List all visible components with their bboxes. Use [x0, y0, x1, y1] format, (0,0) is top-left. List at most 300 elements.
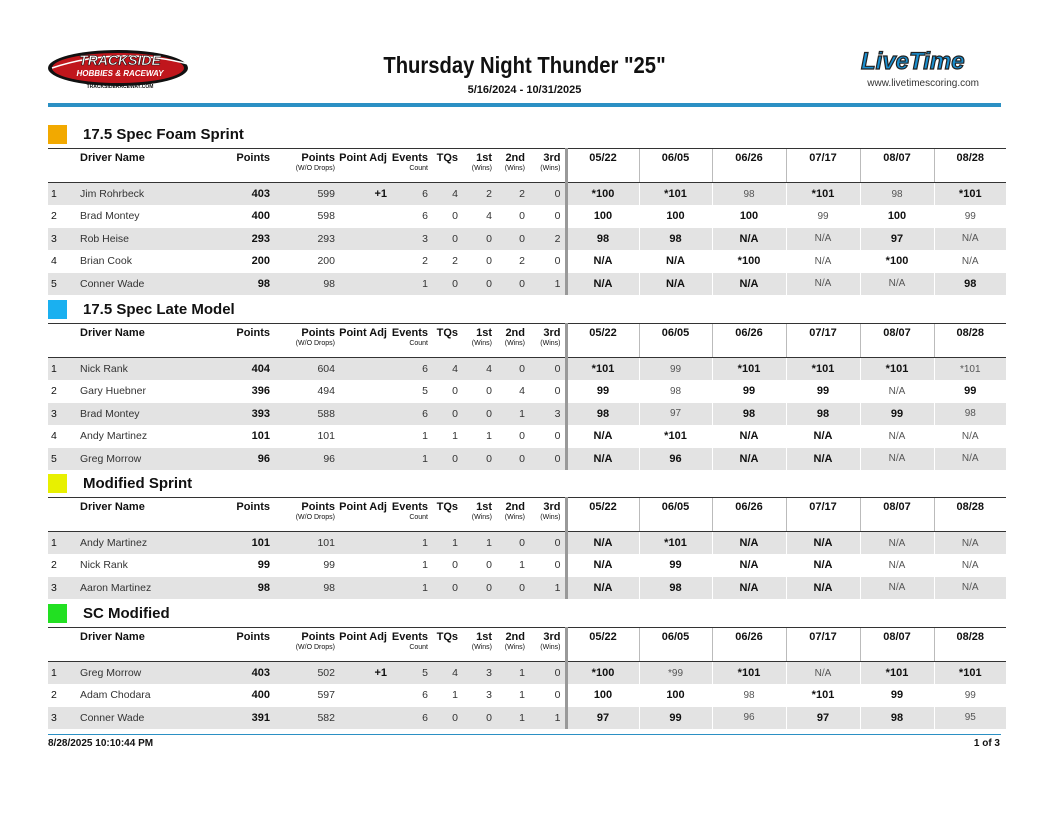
position-cell: 2: [51, 385, 57, 398]
events-cell: 1: [422, 430, 428, 443]
race-result-cell: N/A: [786, 577, 860, 600]
events-header-label: Events: [391, 327, 428, 339]
driver-row: [48, 380, 1006, 403]
standings-table: [48, 497, 1006, 599]
driver-row: [48, 250, 1006, 273]
race-result-cell: *101: [786, 183, 860, 206]
race-date-header: 06/26: [712, 498, 786, 532]
position-cell: 3: [48, 577, 80, 600]
driver-name-cell: Greg Morrow: [80, 448, 222, 471]
race-result-cell: N/A: [786, 448, 860, 471]
points-cell: 404: [222, 358, 274, 381]
points-cell: 391: [222, 707, 274, 730]
events-cell: 1: [422, 559, 428, 572]
first-wins-cell: 1: [462, 532, 496, 555]
race-result-cell: 98: [860, 707, 934, 730]
points-wo-drops-cell: 494: [317, 385, 335, 398]
race-result-cell: N/A: [934, 577, 1006, 600]
driver-name-header-label: Driver Name: [80, 631, 145, 643]
second-wins-cell: 2: [519, 255, 525, 268]
first-header: [462, 628, 496, 662]
points-cell: 393: [222, 403, 274, 426]
race-date-header: 06/26: [712, 628, 786, 662]
race-result-cell: 99: [639, 554, 712, 577]
points-cell: 403: [222, 662, 274, 685]
point-adj-cell: +1: [339, 183, 391, 206]
tqs-cell: 1: [452, 430, 458, 443]
driver-name-cell: Brad Montey: [80, 210, 140, 223]
race-result-cell: N/A: [639, 250, 712, 273]
point-adj-header: [339, 149, 391, 183]
race-result-cell: 98: [712, 183, 786, 206]
race-result-cell: N/A: [934, 554, 1006, 577]
driver-row: [48, 228, 1006, 251]
page-number: 1 of 3: [973, 738, 1000, 749]
first-header-label: 1st: [476, 631, 492, 643]
events-header-sub: Count: [409, 514, 428, 521]
events-header: [391, 498, 432, 532]
tqs-cell: 0: [432, 448, 462, 471]
race-result-cell: N/A: [786, 532, 860, 555]
race-result-cell: 98: [639, 380, 712, 403]
second-wins-cell: 1: [496, 707, 529, 730]
third-wins-cell: 0: [529, 662, 566, 685]
race-result-cell: 98: [566, 228, 639, 251]
race-result-cell: N/A: [712, 425, 786, 448]
point-adj-cell: [339, 380, 391, 403]
first-wins-cell: 4: [462, 358, 496, 381]
race-result-cell: *101: [786, 358, 860, 381]
race-result-cell: N/A: [566, 532, 639, 555]
points-wo-drops-header-label: Points: [301, 631, 335, 643]
race-result-cell: N/A: [712, 448, 786, 471]
point-adj-header: [339, 324, 391, 358]
third-header: [529, 498, 566, 532]
second-wins-cell: 0: [496, 273, 529, 296]
driver-name-cell: Brian Cook: [80, 255, 132, 268]
race-result-cell: *101: [934, 183, 1006, 206]
race-result-cell: N/A: [712, 554, 786, 577]
section-title: [48, 602, 170, 624]
driver-row: [48, 707, 1006, 730]
race-result-cell: 97: [786, 707, 860, 730]
race-result-cell: *101: [712, 358, 786, 381]
category-name: 17.5 Spec Foam Sprint: [83, 125, 244, 143]
points-wo-drops-header-sub: (W/O Drops): [295, 514, 335, 521]
points-header: [222, 149, 274, 183]
driver-name-header: [80, 628, 222, 662]
points-header: [222, 498, 274, 532]
race-date-header: 05/22: [566, 149, 639, 183]
tqs-cell: 0: [432, 707, 462, 730]
first-wins-cell: 0: [486, 559, 492, 572]
first-header: [462, 498, 496, 532]
points-cell: 98: [222, 577, 274, 600]
standings-table: [48, 627, 1006, 729]
first-header-label: 1st: [476, 152, 492, 164]
driver-row: [48, 684, 1006, 707]
driver-name-cell: Gary Huebner: [80, 385, 146, 398]
position-cell: 1: [48, 183, 80, 206]
points-cell: 99: [257, 559, 270, 572]
race-result-cell: 100: [860, 205, 934, 228]
race-result-cell: *101: [786, 684, 860, 707]
race-date-header: 06/26: [712, 324, 786, 358]
point-adj-header-label: Point Adj: [339, 152, 387, 164]
points-wo-drops-header-label: Points: [301, 501, 335, 513]
points-wo-drops-cell: 604: [274, 358, 339, 381]
race-result-cell: N/A: [860, 273, 934, 296]
tqs-cell: 4: [432, 183, 462, 206]
events-header-sub: Count: [409, 340, 428, 347]
points-cell: 400: [251, 210, 270, 223]
second-wins-cell: 0: [496, 228, 529, 251]
race-result-cell: *101: [934, 662, 1006, 685]
point-adj-cell: [339, 425, 391, 448]
race-result-cell: *101: [639, 183, 712, 206]
position-cell: 3: [48, 707, 80, 730]
tqs-cell: 4: [432, 662, 462, 685]
race-result-cell: N/A: [934, 448, 1006, 471]
logo-text-2: HOBBIES & RACEWAY: [76, 69, 164, 78]
race-result-cell: N/A: [934, 425, 1006, 448]
first-wins-cell: 0: [462, 228, 496, 251]
third-wins-cell: 0: [554, 385, 561, 398]
points-header-label: Points: [236, 631, 270, 643]
tqs-header-label: TQs: [436, 631, 458, 643]
driver-name-cell: Adam Chodara: [80, 689, 151, 702]
first-wins-cell: 2: [462, 183, 496, 206]
header-row: [48, 628, 1006, 662]
race-date-header: 06/05: [639, 324, 712, 358]
tqs-cell: 0: [452, 385, 458, 398]
point-adj-cell: [339, 358, 391, 381]
first-header-label: 1st: [476, 501, 492, 513]
points-cell: 101: [251, 430, 270, 443]
driver-row: [48, 273, 1006, 296]
events-header: [391, 628, 432, 662]
category-name: SC Modified: [83, 604, 170, 622]
race-result-cell: N/A: [860, 380, 934, 403]
points-wo-drops-cell: 502: [274, 662, 339, 685]
point-adj-cell: [339, 532, 391, 555]
header-divider: [48, 103, 1001, 107]
points-wo-drops-cell: 101: [274, 532, 339, 555]
race-result-cell: *101: [860, 358, 934, 381]
race-date-header: 05/22: [566, 628, 639, 662]
race-date-header: 06/05: [639, 149, 712, 183]
driver-row: [48, 532, 1006, 555]
second-wins-cell: 0: [519, 430, 525, 443]
position-cell: 5: [48, 273, 80, 296]
points-wo-drops-cell: 293: [274, 228, 339, 251]
events-cell: 1: [391, 532, 432, 555]
section-title: [48, 123, 244, 145]
point-adj-cell: [339, 273, 391, 296]
point-adj-header: [339, 628, 391, 662]
point-adj-cell: [339, 577, 391, 600]
race-date-header: 08/28: [934, 149, 1006, 183]
driver-name-header: [80, 149, 222, 183]
points-wo-drops-header: [274, 628, 339, 662]
points-cell: 98: [222, 273, 274, 296]
race-result-cell: N/A: [860, 532, 934, 555]
category-color-swatch: [48, 125, 67, 144]
race-result-cell: N/A: [712, 577, 786, 600]
third-wins-cell: 0: [529, 532, 566, 555]
first-wins-cell: 3: [462, 662, 496, 685]
points-wo-drops-cell: 98: [274, 577, 339, 600]
events-cell: 1: [391, 577, 432, 600]
position-cell: 1: [48, 532, 80, 555]
race-result-cell: N/A: [860, 554, 934, 577]
race-result-cell: *101: [934, 358, 1006, 381]
livetime-logo: [859, 48, 1001, 74]
race-result-cell: N/A: [860, 448, 934, 471]
second-wins-cell: 0: [496, 448, 529, 471]
race-date-header: 07/17: [786, 324, 860, 358]
second-wins-cell: 1: [496, 403, 529, 426]
tqs-cell: 1: [432, 532, 462, 555]
race-date-header: 06/26: [712, 149, 786, 183]
race-result-cell: 99: [934, 684, 1006, 707]
events-cell: 1: [391, 273, 432, 296]
race-result-cell: *101: [566, 358, 639, 381]
third-header-sub: (Wins): [540, 340, 561, 347]
driver-name-header-label: Driver Name: [80, 152, 145, 164]
race-result-cell: 99: [934, 380, 1006, 403]
second-wins-cell: 1: [519, 689, 525, 702]
race-result-cell: 100: [639, 205, 712, 228]
category-color-swatch: [48, 474, 67, 493]
race-result-cell: 98: [712, 684, 786, 707]
race-result-cell: 99: [712, 380, 786, 403]
section-title: [48, 472, 192, 494]
race-result-cell: N/A: [712, 532, 786, 555]
race-date-header: 06/05: [639, 628, 712, 662]
race-result-cell: N/A: [786, 273, 860, 296]
race-result-cell: 98: [786, 403, 860, 426]
driver-row: [48, 425, 1006, 448]
race-result-cell: *100: [566, 662, 639, 685]
race-result-cell: N/A: [934, 250, 1006, 273]
race-result-cell: *101: [712, 662, 786, 685]
race-result-cell: 98: [639, 577, 712, 600]
points-wo-drops-header: [274, 324, 339, 358]
race-result-cell: 98: [639, 228, 712, 251]
logo-url: TRACKSIDERACEWAY.COM: [86, 84, 154, 90]
second-wins-cell: 0: [519, 210, 525, 223]
points-wo-drops-cell: 99: [323, 559, 335, 572]
driver-name-cell: Rob Heise: [80, 228, 222, 251]
points-header-label: Points: [236, 501, 270, 513]
point-adj-cell: [339, 707, 391, 730]
first-header-sub: (Wins): [471, 340, 492, 347]
events-cell: 6: [391, 403, 432, 426]
driver-name-cell: Conner Wade: [80, 273, 222, 296]
first-wins-cell: 0: [462, 577, 496, 600]
race-result-cell: 100: [639, 684, 712, 707]
third-wins-cell: 1: [529, 273, 566, 296]
first-header-sub: (Wins): [471, 644, 492, 651]
points-wo-drops-header-sub: (W/O Drops): [295, 165, 335, 172]
position-cell: 5: [48, 448, 80, 471]
driver-name-cell: Andy Martinez: [80, 532, 222, 555]
section-title: [48, 298, 235, 320]
race-result-cell: *101: [860, 662, 934, 685]
tqs-header: [432, 498, 462, 532]
race-result-cell: 99: [639, 358, 712, 381]
second-header-sub: (Wins): [504, 644, 525, 651]
race-result-cell: 98: [566, 403, 639, 426]
category-name: 17.5 Spec Late Model: [83, 300, 235, 318]
points-wo-drops-header-sub: (W/O Drops): [295, 340, 335, 347]
third-header-label: 3rd: [543, 327, 561, 339]
first-header-sub: (Wins): [471, 514, 492, 521]
race-result-cell: 97: [566, 707, 639, 730]
point-adj-header-label: Point Adj: [339, 631, 387, 643]
events-cell: 6: [391, 707, 432, 730]
position-cell: 2: [51, 210, 57, 223]
driver-name-cell: Aaron Martinez: [80, 577, 222, 600]
race-date-header: 07/17: [786, 149, 860, 183]
third-wins-cell: 0: [554, 210, 561, 223]
position-cell: 4: [51, 255, 57, 268]
driver-name-header: [80, 324, 222, 358]
events-header-label: Events: [391, 631, 428, 643]
second-header-sub: (Wins): [504, 340, 525, 347]
events-header-label: Events: [391, 501, 428, 513]
points-wo-drops-header: [274, 498, 339, 532]
third-header: [529, 324, 566, 358]
points-cell: 396: [251, 385, 270, 398]
pos-header: [48, 324, 80, 358]
race-result-cell: 99: [860, 403, 934, 426]
first-wins-cell: 1: [486, 430, 492, 443]
footer-divider: [48, 734, 1001, 735]
points-cell: 400: [251, 689, 270, 702]
race-result-cell: 99: [934, 205, 1006, 228]
race-result-cell: N/A: [786, 250, 860, 273]
points-wo-drops-cell: 96: [274, 448, 339, 471]
driver-row: [48, 448, 1006, 471]
position-cell: 1: [48, 358, 80, 381]
race-result-cell: 99: [566, 380, 639, 403]
report-header: [48, 40, 1001, 104]
events-header-sub: Count: [409, 165, 428, 172]
third-header-label: 3rd: [543, 152, 561, 164]
position-cell: 1: [48, 662, 80, 685]
point-adj-cell: [339, 448, 391, 471]
race-result-cell: N/A: [860, 577, 934, 600]
page-title: Thursday Night Thunder "25": [383, 52, 666, 78]
first-wins-cell: 0: [486, 385, 492, 398]
tqs-cell: 0: [432, 577, 462, 600]
driver-row: [48, 183, 1006, 206]
race-result-cell: N/A: [566, 273, 639, 296]
driver-row: [48, 577, 1006, 600]
tqs-cell: 2: [452, 255, 458, 268]
driver-name-cell: Conner Wade: [80, 707, 222, 730]
header-row: [48, 324, 1006, 358]
race-result-cell: N/A: [786, 662, 860, 685]
race-result-cell: N/A: [639, 273, 712, 296]
race-date-header: 05/22: [566, 498, 639, 532]
points-wo-drops-header-sub: (W/O Drops): [295, 644, 335, 651]
race-date-header: 08/07: [860, 628, 934, 662]
points-wo-drops-cell: 98: [274, 273, 339, 296]
point-adj-header-label: Point Adj: [339, 501, 387, 513]
race-date-header: 08/07: [860, 498, 934, 532]
events-header: [391, 149, 432, 183]
events-cell: 6: [391, 183, 432, 206]
second-header-sub: (Wins): [504, 514, 525, 521]
third-wins-cell: 1: [529, 577, 566, 600]
tqs-header-label: TQs: [436, 501, 458, 513]
livetime-url: www.livetimescoring.com: [867, 78, 979, 89]
third-header-sub: (Wins): [540, 644, 561, 651]
second-wins-cell: 1: [519, 559, 525, 572]
race-result-cell: 99: [786, 205, 860, 228]
race-result-cell: N/A: [566, 448, 639, 471]
second-wins-cell: 2: [496, 183, 529, 206]
livetime-logo-text: LiveTime: [861, 48, 965, 74]
second-header-label: 2nd: [505, 152, 525, 164]
third-wins-cell: 1: [529, 707, 566, 730]
date-range: 5/16/2024 - 10/31/2025: [467, 84, 582, 96]
race-date-header: 08/28: [934, 628, 1006, 662]
point-adj-cell: +1: [339, 662, 391, 685]
second-wins-cell: 1: [496, 662, 529, 685]
third-wins-cell: 3: [529, 403, 566, 426]
tqs-cell: 0: [432, 273, 462, 296]
footer-timestamp: 8/28/2025 10:10:44 PM: [48, 738, 154, 749]
race-result-cell: 100: [566, 684, 639, 707]
race-date-header: 07/17: [786, 628, 860, 662]
second-header-sub: (Wins): [504, 165, 525, 172]
race-result-cell: N/A: [712, 273, 786, 296]
events-cell: 5: [391, 662, 432, 685]
tqs-header-label: TQs: [436, 327, 458, 339]
points-cell: 96: [222, 448, 274, 471]
first-wins-cell: 0: [486, 255, 492, 268]
second-header-label: 2nd: [505, 631, 525, 643]
second-wins-cell: 0: [496, 358, 529, 381]
tqs-cell: 0: [452, 210, 458, 223]
points-wo-drops-cell: 598: [317, 210, 335, 223]
category-color-swatch: [48, 300, 67, 319]
race-result-cell: N/A: [786, 554, 860, 577]
point-adj-cell: [339, 205, 391, 228]
standings-table: [48, 323, 1006, 470]
tqs-cell: 4: [432, 358, 462, 381]
third-wins-cell: 2: [529, 228, 566, 251]
first-wins-cell: 0: [462, 403, 496, 426]
race-result-cell: N/A: [566, 577, 639, 600]
events-header-sub: Count: [409, 644, 428, 651]
events-header-label: Events: [391, 152, 428, 164]
race-result-cell: *101: [639, 425, 712, 448]
third-wins-cell: 0: [529, 183, 566, 206]
third-wins-cell: 0: [529, 448, 566, 471]
events-cell: 6: [422, 210, 428, 223]
tqs-cell: 0: [432, 228, 462, 251]
first-header-sub: (Wins): [471, 165, 492, 172]
logo-text-1: TRACKSIDE: [79, 52, 161, 68]
race-date-header: 06/05: [639, 498, 712, 532]
race-result-cell: 99: [860, 684, 934, 707]
second-wins-cell: 0: [496, 532, 529, 555]
